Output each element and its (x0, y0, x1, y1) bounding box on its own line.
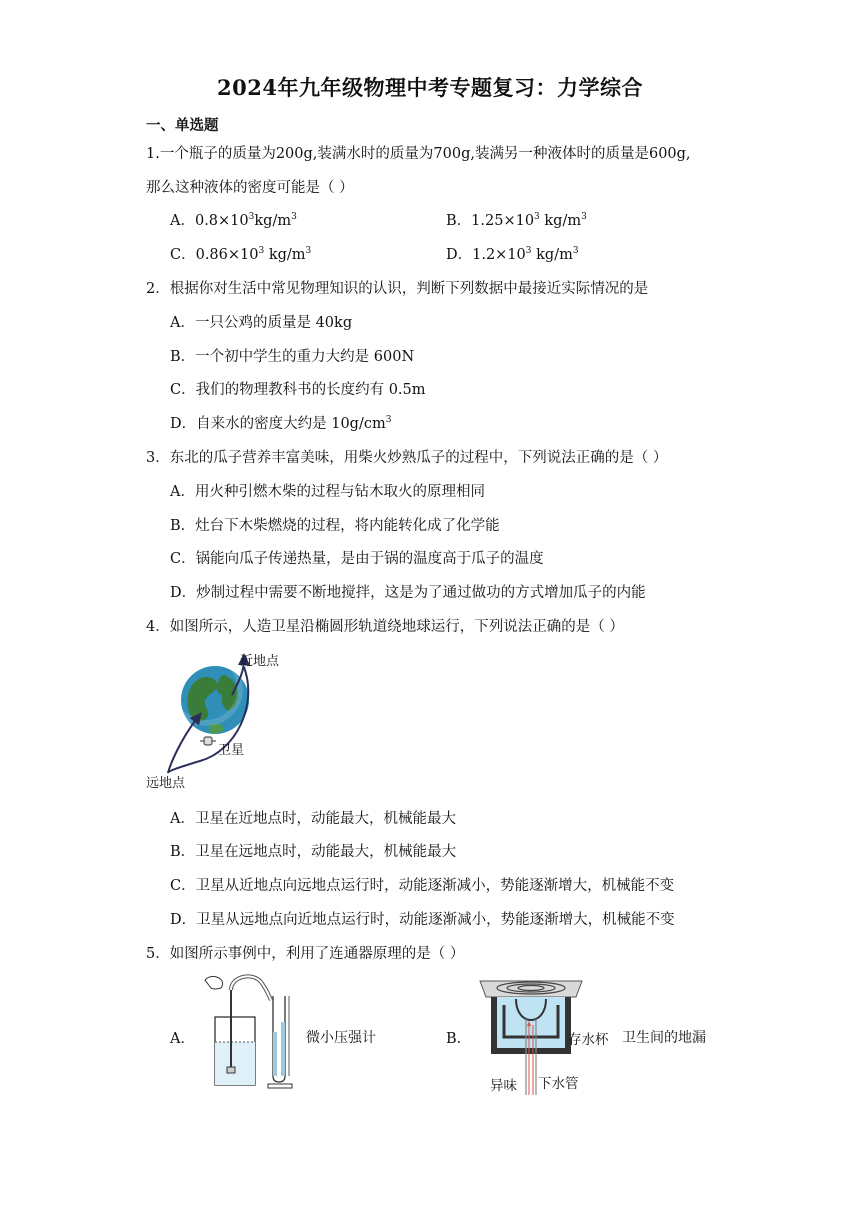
q1-option-a[interactable] (170, 209, 297, 230)
q1-stem-line2: 那么这种液体的密度可能是（ ） (146, 180, 354, 196)
q1-option-a-unit-exp: 3 (291, 212, 297, 223)
q1-option-d-unit-exp: 3 (572, 246, 579, 257)
q1-option-c-text: C．0.86×10 (170, 247, 259, 263)
q1-option-d[interactable] (446, 243, 579, 264)
section-heading: 一、单选题 (146, 117, 219, 134)
q4-option-b[interactable]: B．卫星在远地点时，动能最大，机械能最大 (170, 844, 457, 860)
perigee-label: 近地点 (240, 654, 280, 669)
q1-option-b-text: B．1.25×10 (446, 213, 535, 229)
hand-icon (205, 976, 223, 989)
q2-option-d-exp: 3 (385, 415, 392, 426)
q3-option-b[interactable]: B．灶台下木柴燃烧的过程，将内能转化成了化学能 (170, 518, 500, 534)
satellite-icon (200, 737, 216, 745)
satellite-label: 卫星 (218, 743, 245, 758)
floor-drain-caption: 卫生间的地漏 (622, 1030, 706, 1046)
q2-option-d-text: D．自来水的密度大约是 10g/cm (170, 416, 386, 432)
q3-option-d[interactable]: D．炒制过程中需要不断地搅拌，这是为了通过做功的方式增加瓜子的内能 (170, 585, 646, 601)
q1-option-d-text: D．1.2×10 (446, 247, 526, 263)
q1-option-b-unit: kg/m (539, 213, 582, 229)
q4-stem: 4．如图所示，人造卫星沿椭圆形轨道绕地球运行，下列说法正确的是（ ） (146, 619, 624, 635)
q2-stem: 2．根据你对生活中常见物理知识的认识，判断下列数据中最接近实际情况的是 (146, 281, 649, 297)
odor-label: 异味 (490, 1078, 517, 1094)
q1-option-c-exp: 3 (258, 246, 265, 257)
q1-stem-line1: 1.一个瓶子的质量为200g,装满水时的质量为700g,装满另一种液体时的质量是600g, (146, 146, 691, 162)
u-tube (268, 996, 292, 1088)
storage-cup-label: 存水杯 (568, 1032, 609, 1048)
page-title: 2024年九年级物理中考专题复习：力学综合 (217, 75, 643, 100)
q1-option-b-exp: 3 (534, 212, 540, 223)
q3-stem: 3．东北的瓜子营养丰富美味，用柴火炒熟瓜子的过程中，下列说法正确的是（ ） (146, 450, 668, 466)
q5-stem: 5．如图所示事例中，利用了连通器原理的是（ ） (146, 946, 465, 962)
q1-option-a-exp: 3 (248, 212, 255, 223)
q2-option-b[interactable]: B．一个初中学生的重力大约是 600N (170, 349, 415, 365)
q1-option-d-unit: kg/m (531, 247, 573, 263)
drain-pipe-label: 下水管 (538, 1076, 579, 1092)
drain-grate (480, 981, 582, 997)
q4-option-c[interactable]: C．卫星从近地点向远地点运行时，动能逐渐减小，势能逐渐增大，机械能不变 (170, 878, 675, 894)
q1-option-c[interactable] (170, 243, 311, 264)
q1-option-b[interactable] (446, 209, 587, 230)
q4-option-a[interactable]: A．卫星在近地点时，动能最大，机械能最大 (170, 811, 456, 827)
q4-option-d[interactable]: D．卫星从远地点向近地点运行时，动能逐渐减小，势能逐渐增大，机械能不变 (170, 912, 675, 928)
q5-option-b-label[interactable]: B． (446, 1031, 472, 1047)
q1-option-c-unit-exp: 3 (305, 246, 312, 257)
q2-option-d[interactable] (170, 412, 391, 433)
q3-option-a[interactable]: A．用火种引燃木柴的过程与钻木取火的原理相同 (170, 484, 485, 500)
q2-option-c[interactable]: C．我们的物理教科书的长度约有 0.5m (170, 382, 426, 398)
q1-option-a-unit: kg/m (254, 213, 292, 229)
earth-icon (172, 655, 249, 734)
q1-option-d-exp: 3 (525, 246, 532, 257)
q3-option-c[interactable]: C．锅能向瓜子传递热量，是由于锅的温度高于瓜子的温度 (170, 551, 544, 567)
pressure-gauge-caption: 微小压强计 (306, 1030, 376, 1046)
pressure-gauge-figure (193, 972, 303, 1092)
q2-option-a[interactable]: A．一只公鸡的质量是 40kg (170, 315, 353, 331)
q1-option-c-unit: kg/m (264, 247, 306, 263)
q1-option-a-text: A．0.8×10 (170, 213, 249, 229)
q5-option-a-label[interactable]: A． (170, 1031, 195, 1047)
q1-option-b-unit-exp: 3 (581, 212, 587, 223)
apogee-label: 远地点 (146, 776, 186, 791)
